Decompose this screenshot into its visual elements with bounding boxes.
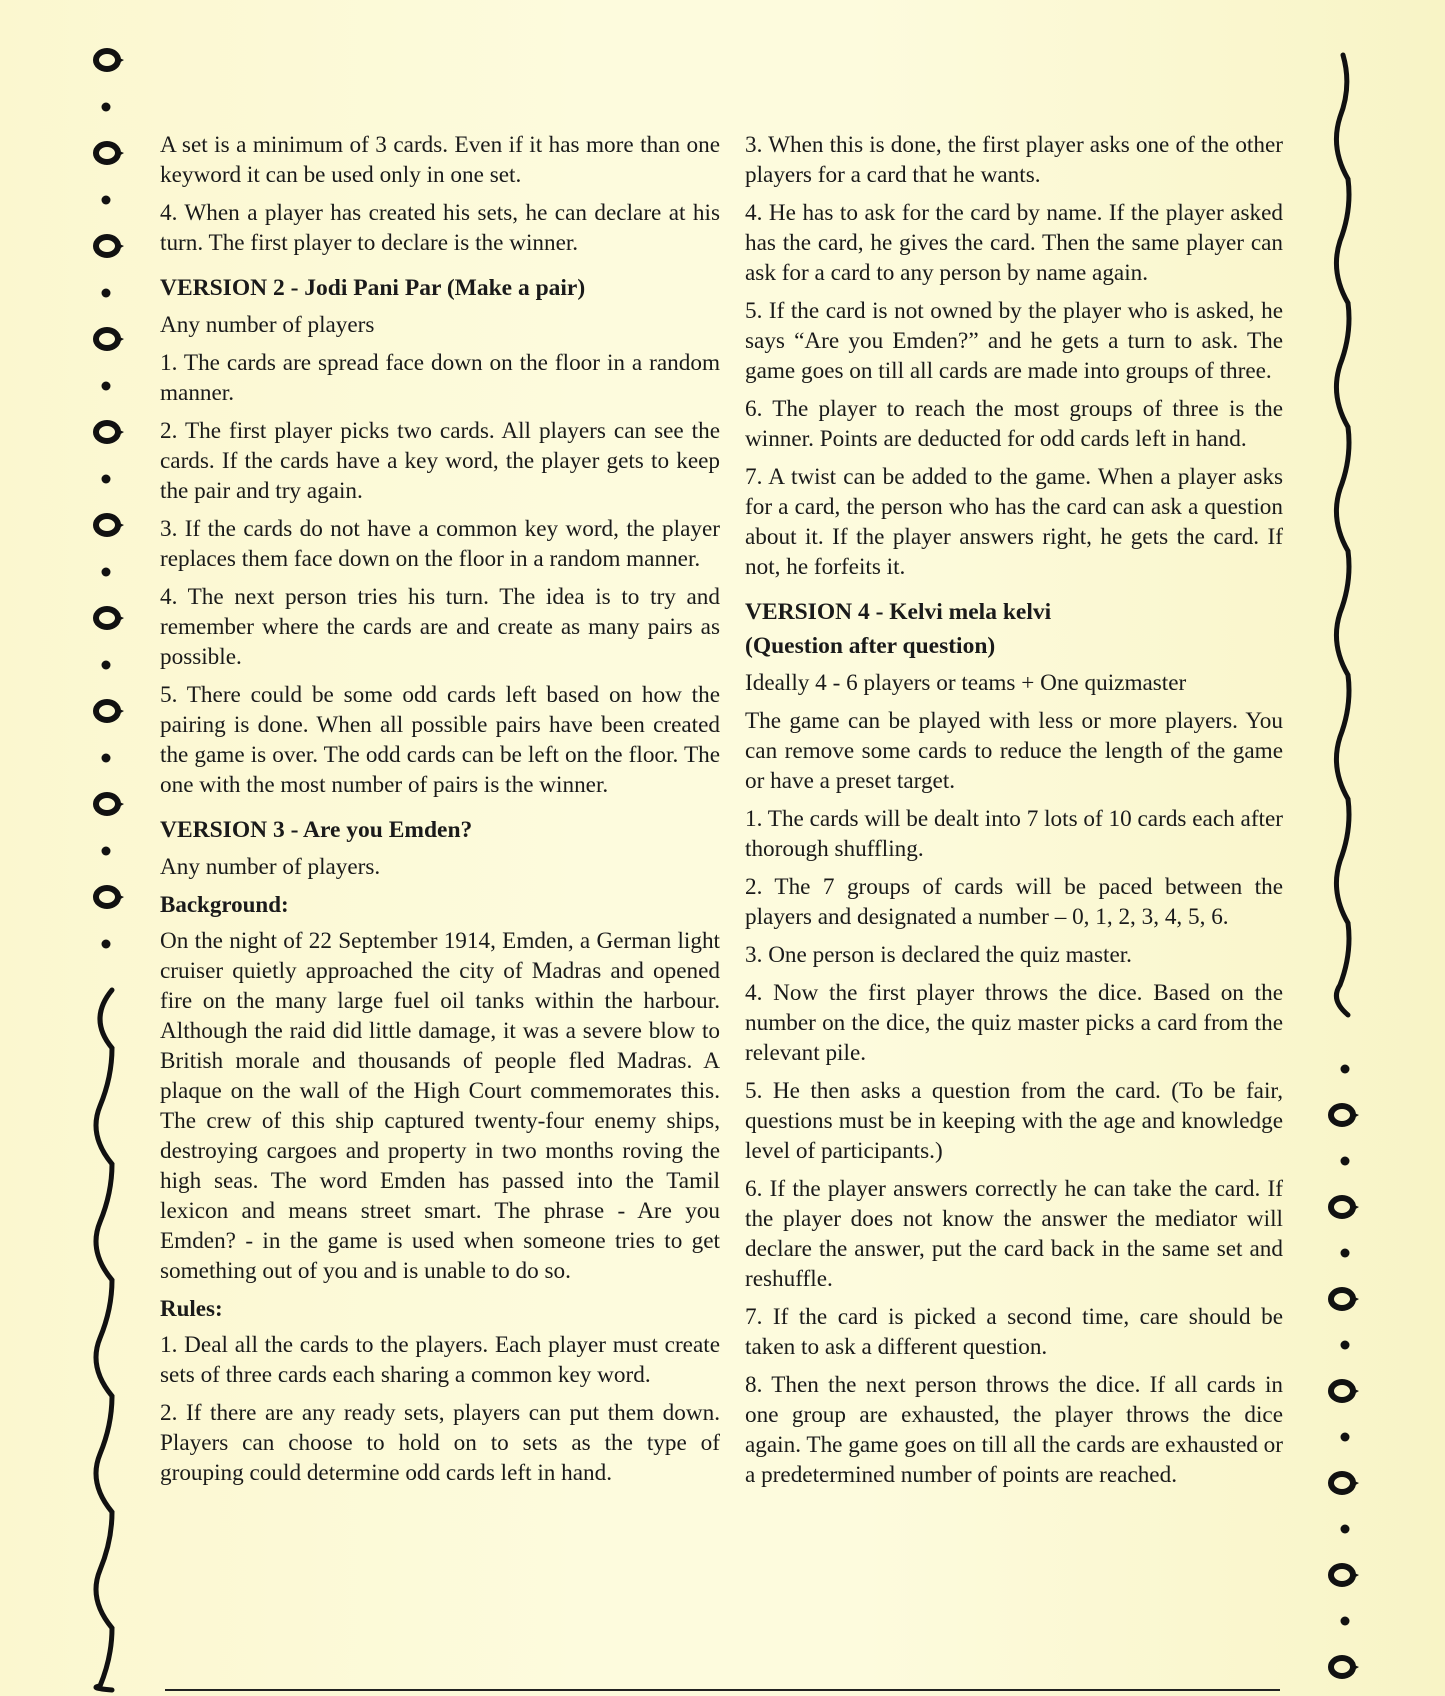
version-2-heading: VERSION 2 - Jodi Pani Par (Make a pair) <box>160 275 586 301</box>
ring-icon <box>1331 1382 1353 1400</box>
dot-icon <box>102 661 111 670</box>
version-4-rule-8: 8. Then the next person throws the dice. If all cards in one group are exhausted, the player throws the dice again. The game goes on till all the cards are exhausted or a predetermined number of points are reached. <box>745 1372 1283 1488</box>
ring-icon <box>96 516 118 534</box>
version-4-rule-3: 3. One person is declared the quiz master. <box>745 942 1132 968</box>
version-2-players: Any number of players <box>160 312 375 338</box>
ring-icon <box>96 795 118 813</box>
version-3-rule-4: 4. He has to ask for the card by name. If the player asked has the card, he gives the card. Then the same player can ask for a card to any person by name again. <box>745 200 1283 286</box>
ring-icon <box>1331 1474 1353 1492</box>
bottom-rule-divider <box>165 1689 1280 1691</box>
ring-icon <box>1331 1290 1353 1308</box>
dot-icon <box>102 847 111 856</box>
dot-icon <box>102 289 111 298</box>
left-column <box>160 130 720 1496</box>
left-wavy-line-icon <box>96 990 112 1690</box>
right-wavy-line-icon <box>1336 55 1349 1015</box>
version-3-players: Any number of players. <box>160 854 381 880</box>
dot-icon <box>1341 1341 1350 1350</box>
dot-icon <box>1341 1617 1350 1626</box>
background-text: On the night of 22 September 1914, Emden, a German light cruiser quietly approached the city of Madras and opened fire on the many large fuel oil tanks within the harbour. Although the raid did little damage, it was a severe blow to British morale and thousands of people fled Madras. A plaque on the wall of the High Court commemorates this. The crew of this ship captured twenty-four enemy ships, destroying cargoes and property in two months roving the high seas. The word Emden has passed into the Tamil lexicon and means street smart. The phrase - Are you Emden? - in the game is used when someone tries to get something out of you and is unable to do so. <box>160 928 720 1284</box>
left-ring-dot-border-icon <box>96 51 124 949</box>
dot-icon <box>1341 1433 1350 1442</box>
version-3-rule-1: 1. Deal all the cards to the players. Each player must create sets of three cards each sharing a common key word. <box>160 1332 720 1388</box>
dot-icon <box>102 382 111 391</box>
version-2-rule-3: 3. If the cards do not have a common key word, the player replaces them face down on the floor in a random manner. <box>160 516 720 572</box>
rules-heading: Rules: <box>160 1296 223 1321</box>
version-4-rule-4: 4. Now the first player throws the dice. Based on the number on the dice, the quiz master picks a card from the relevant pile. <box>745 980 1283 1066</box>
version-2-rule-4: 4. The next person tries his turn. The idea is to try and remember where the cards are and create as many pairs as possible. <box>160 584 720 670</box>
version-4-subheading: (Question after question) <box>745 633 996 659</box>
rule-declare: 4. When a player has created his sets, he can declare at his turn. The first player to declare is the winner. <box>160 200 720 256</box>
version-4-rule-1: 1. The cards will be dealt into 7 lots of 10 cards each after thorough shuffling. <box>745 806 1283 862</box>
dot-icon <box>1341 1249 1350 1258</box>
version-3-rule-7: 7. A twist can be added to the game. When a player asks for a card, the person who has the card can ask a question about it. If the player answers right, he gets the card. If not, he forfeits it. <box>745 464 1283 580</box>
version-2-rule-5: 5. There could be some odd cards left based on how the pairing is done. When all possible pairs have been created the game is over. The odd cards can be left on the floor. The one with the most number of pairs is the winner. <box>160 682 720 798</box>
version-2-rule-1: 1. The cards are spread face down on the floor in a random manner. <box>160 350 720 406</box>
dot-icon <box>1341 1525 1350 1534</box>
ring-icon <box>96 237 118 255</box>
dot-icon <box>102 196 111 205</box>
ring-icon <box>96 330 118 348</box>
dot-icon <box>102 475 111 484</box>
right-column <box>745 130 1283 1498</box>
version-3-rule-3: 3. When this is done, the first player asks one of the other players for a card that he wants. <box>745 132 1283 188</box>
version-4-players: Ideally 4 - 6 players or teams + One quizmaster <box>745 670 1187 696</box>
version-4-rule-7: 7. If the card is picked a second time, care should be taken to ask a different question. <box>745 1304 1283 1360</box>
version-4-rule-5: 5. He then asks a question from the card. (To be fair, questions must be in keeping with the age and knowledge level of participants.) <box>745 1078 1283 1164</box>
paragraph-set-definition: A set is a minimum of 3 cards. Even if it has more than one keyword it can be used only in one set. <box>160 132 720 188</box>
dot-icon <box>102 754 111 763</box>
ring-icon <box>96 702 118 720</box>
version-4-rule-2: 2. The 7 groups of cards will be paced between the players and designated a number – 0, 1, 2, 3, 4, 5, 6. <box>745 874 1283 930</box>
version-3-heading: VERSION 3 - Are you Emden? <box>160 817 473 843</box>
dot-icon <box>102 568 111 577</box>
ring-icon <box>96 51 118 69</box>
dot-icon <box>1341 1065 1350 1074</box>
dot-icon <box>102 103 111 112</box>
version-3-rule-5: 5. If the card is not owned by the player who is asked, he says “Are you Emden?” and he gets a turn to ask. The game goes on till all cards are made into groups of three. <box>745 298 1283 384</box>
right-ring-dot-border-icon <box>1331 1065 1359 1677</box>
ring-icon <box>96 423 118 441</box>
version-3-rule-2: 2. If there are any ready sets, players can put them down. Players can choose to hold on to sets as the type of grouping could determine odd cards left in hand. <box>160 1400 720 1486</box>
background-heading: Background: <box>160 892 289 917</box>
ring-icon <box>1331 1198 1353 1216</box>
dot-icon <box>102 940 111 949</box>
version-4-heading: VERSION 4 - Kelvi mela kelvi <box>745 599 1052 625</box>
ring-icon <box>1331 1566 1353 1584</box>
ring-icon <box>96 609 118 627</box>
version-2-rule-2: 2. The first player picks two cards. All players can see the cards. If the cards have a key word, the player gets to keep the pair and try again. <box>160 418 720 504</box>
ring-icon <box>1331 1658 1353 1676</box>
dot-icon <box>1341 1157 1350 1166</box>
version-4-rule-6: 6. If the player answers correctly he can take the card. If the player does not know the answer the mediator will declare the answer, put the card back in the same set and reshuffle. <box>745 1176 1283 1292</box>
version-4-intro: The game can be played with less or more players. You can remove some cards to reduce the length of the game or have a preset target. <box>745 708 1283 794</box>
ring-icon <box>1331 1106 1353 1124</box>
ring-icon <box>96 144 118 162</box>
version-3-rule-6: 6. The player to reach the most groups of three is the winner. Points are deducted for odd cards left in hand. <box>745 396 1283 452</box>
ring-icon <box>96 888 118 906</box>
